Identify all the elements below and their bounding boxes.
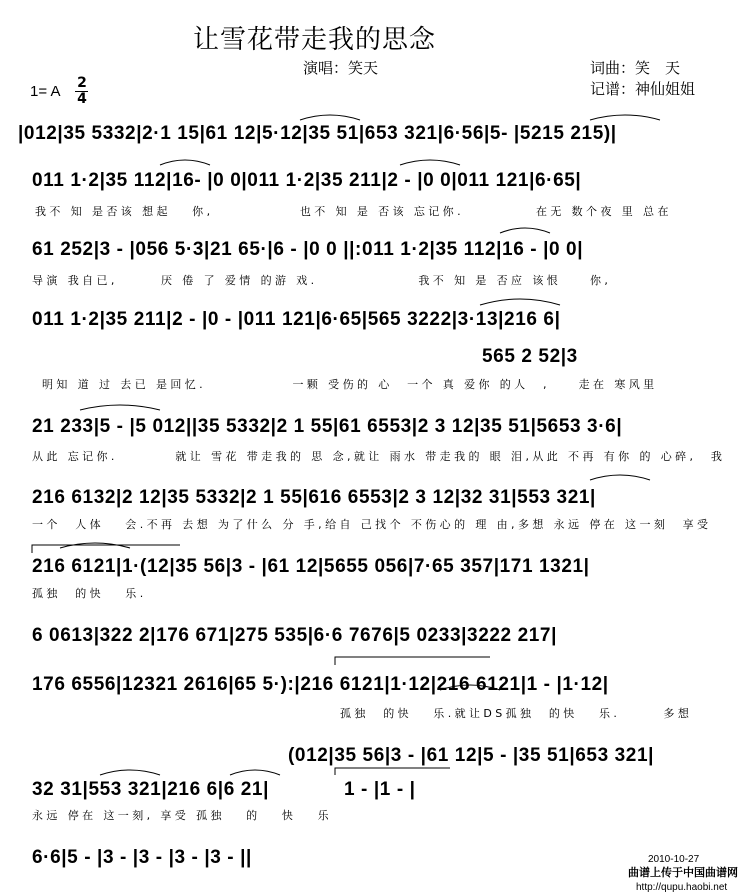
slur-mark bbox=[60, 543, 130, 548]
slur-mark bbox=[160, 160, 210, 165]
date-stamp: 2010-10-27 bbox=[648, 854, 700, 865]
lyrics-row-6: 一个 人体 会.不再 去想 为了什么 分 手,给自 己找个 不伤心的 理 由,多想 永远 停在 这一刻 享受 bbox=[32, 518, 712, 531]
slur-mark bbox=[480, 299, 560, 305]
slur-mark bbox=[80, 405, 160, 410]
score-row-3: 61 252|3 - |056 5·3|21 65·|6 - |0 0 ||:011 1·2|35 112|16 - |0 0| bbox=[32, 239, 584, 260]
transcriber-credit: 记谱：神仙姐姐 bbox=[590, 80, 696, 98]
score-row-1: |012|35 5332|2·1 15|61 12|5·12|35 51|653 321|6·56|5- |5215 215)| bbox=[18, 123, 617, 144]
score-row-6: 216 6132|2 12|35 5332|2 1 55|616 6553|2 3 12|32 31|553 321| bbox=[32, 487, 596, 508]
score-row-4-alt: 565 2 52|3 bbox=[482, 346, 578, 367]
score-row-5: 21 233|5 - |5 012||35 5332|2 1 55|61 6553|2 3 12|35 51|5653 3·6| bbox=[32, 416, 623, 437]
site-url: http://qupu.haobi.net bbox=[636, 882, 728, 893]
score-row-10-alt: 1 - |1 - | bbox=[344, 779, 416, 800]
score-row-12: 6·6|5 - |3 - |3 - |3 - |3 - || bbox=[32, 847, 252, 868]
slur-mark bbox=[230, 770, 280, 775]
score-row-4: 011 1·2|35 211|2 - |0 - |011 121|6·65|565 3222|3·13|216 6| bbox=[32, 309, 561, 330]
score-row-2: 011 1·2|35 112|16- |0 0|011 1·2|35 211|2 - |0 0|011 121|6·65| bbox=[32, 170, 582, 191]
slur-mark bbox=[300, 115, 360, 120]
upload-note: 曲谱上传于中国曲谱网 bbox=[628, 867, 738, 879]
slur-mark bbox=[590, 475, 650, 480]
slur-mark bbox=[400, 160, 460, 165]
score-row-8: 6 0613|322 2|176 671|275 535|6·6 7676|5 0233|3222 217| bbox=[32, 625, 557, 646]
lyrics-row-2: 我不 知 是否该 想起 你, 也不 知 是 否该 忘记你. 在无 数个夜 里 总在 bbox=[35, 205, 672, 218]
lyrics-row-3: 导演 我自已, 厌 倦 了 爱情 的游 戏. 我不 知 是 否应 该恨 你, bbox=[32, 274, 612, 287]
time-signature-bottom: 4 bbox=[77, 91, 87, 107]
lyrics-row-9: 孤独 的快 乐.就让DS孤独 的快 乐. 多想 bbox=[340, 707, 693, 720]
volta-bracket bbox=[335, 657, 490, 665]
time-signature-top: 2 bbox=[77, 75, 87, 91]
lyrics-row-5: 从此 忘记你. 就让 雪花 带走我的 思 念,就让 雨水 带走我的 眼 泪,从此 不再 有你 的 心碎, 我 bbox=[32, 450, 726, 463]
volta-bracket bbox=[32, 545, 180, 553]
key-signature: 1= A bbox=[30, 83, 61, 100]
score-row-10: (012|35 56|3 - |61 12|5 - |35 51|653 321| bbox=[288, 745, 655, 766]
slur-mark bbox=[500, 228, 550, 233]
score-row-9: 176 6556|12321 2616|65 5·):|216 6121|1·12|216 6121|1 - |1·12| bbox=[32, 674, 609, 695]
volta-bracket bbox=[335, 768, 450, 775]
score-row-7: 216 6121|1·(12|35 56|3 - |61 12|5655 056|7·65 357|171 1321| bbox=[32, 556, 590, 577]
lyrics-row-4: 明知 道 过 去已 是回忆. 一颗 受伤的 心 一个 真 爱你 的人 , 走在 寒风里 bbox=[42, 378, 658, 391]
lyrics-row-7: 孤独 的快 乐. bbox=[32, 587, 147, 600]
slur-mark bbox=[100, 770, 160, 775]
slur-mark bbox=[590, 115, 660, 120]
song-title: 让雪花带走我的思念 bbox=[193, 25, 437, 55]
score-row-11: 32 31|553 321|216 6|6 21| bbox=[32, 779, 270, 800]
lyrics-row-11: 永远 停在 这一刻, 享受 孤独 的 快 乐 bbox=[32, 809, 332, 822]
composer-credit: 词曲：笑 天 bbox=[590, 59, 681, 77]
singer-credit: 演唱：笑天 bbox=[303, 59, 379, 77]
